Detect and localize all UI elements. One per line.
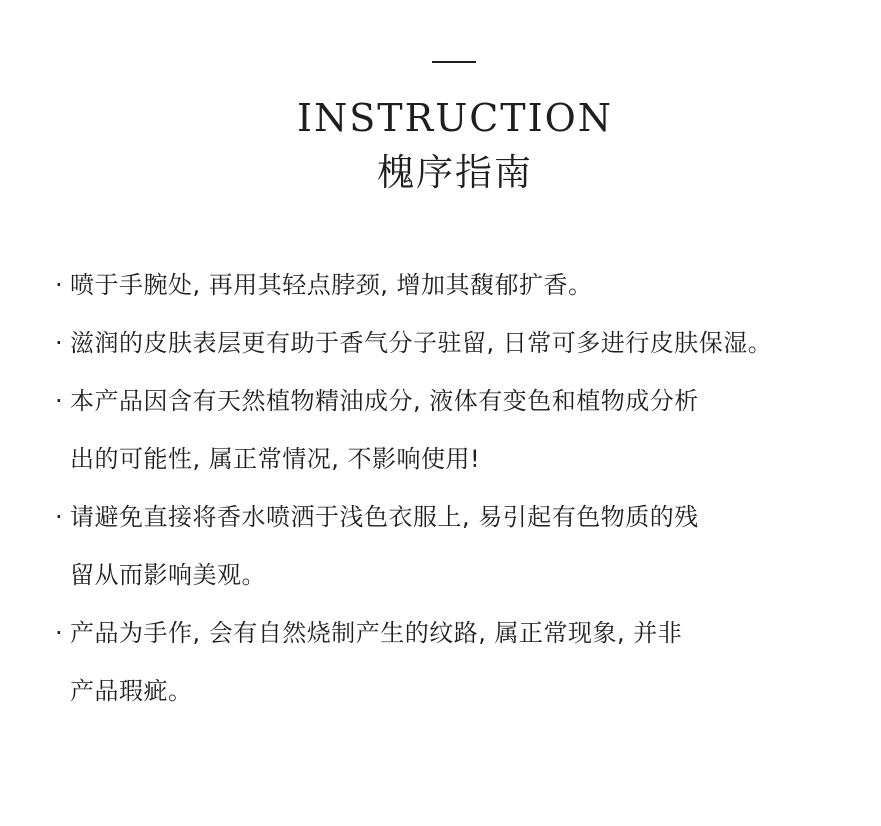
instruction-item (55, 488, 875, 604)
page-title-zh: 槐序指南 (377, 151, 533, 194)
instruction-item (55, 314, 875, 372)
instruction-text: 滋润的皮肤表层更有助于香气分子驻留, 日常可多进行皮肤保湿。 (70, 329, 773, 357)
instruction-text: 本产品因含有天然植物精油成分, 液体有变色和植物成分析 (70, 387, 699, 415)
instruction-text-continued: 产品瑕疵。 (70, 677, 193, 705)
bullet-icon: · (55, 503, 64, 531)
instruction-list (55, 256, 875, 720)
decorative-rule (432, 61, 476, 63)
bullet-icon: · (55, 387, 64, 415)
instruction-item (55, 372, 875, 488)
instruction-text: 请避免直接将香水喷洒于浅色衣服上, 易引起有色物质的残 (70, 503, 699, 531)
bullet-icon: · (55, 271, 64, 299)
instruction-text-continued: 留从而影响美观。 (70, 561, 266, 589)
instruction-item (55, 256, 875, 314)
instruction-text-continued: 出的可能性, 属正常情况, 不影响使用! (70, 445, 481, 473)
instruction-text: 喷于手腕处, 再用其轻点脖颈, 增加其馥郁扩香。 (70, 271, 593, 299)
bullet-icon: · (55, 619, 64, 647)
instruction-text: 产品为手作, 会有自然烧制产生的纹路, 属正常现象, 并非 (70, 619, 683, 647)
instruction-item (55, 604, 875, 720)
page-title-en: INSTRUCTION (296, 96, 614, 140)
bullet-icon: · (55, 329, 64, 357)
